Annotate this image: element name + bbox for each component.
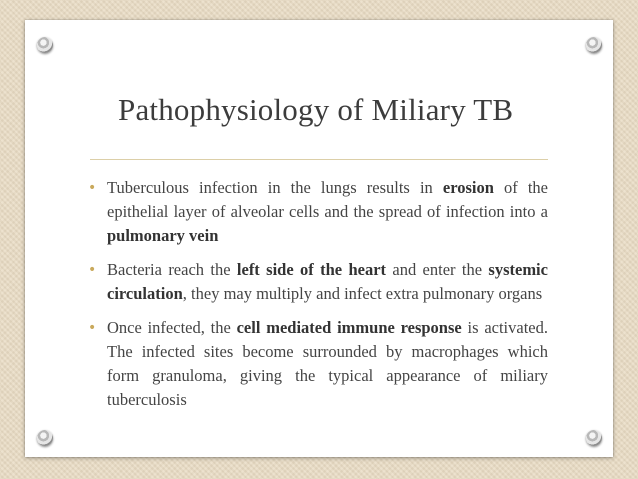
bullet-segment-bold: systemic circulation [107, 260, 548, 303]
bullet-item [88, 176, 548, 248]
bullet-segment: , they may multiply and infect extra pulmonary organs [182, 284, 543, 303]
title-divider [90, 159, 548, 160]
bullet-segment: Tuberculous infection in the lungs results in [107, 178, 443, 197]
bullet-segment: and enter the [386, 260, 489, 279]
bullet-text [107, 260, 548, 303]
pushpin-icon [37, 430, 53, 446]
bullet-segment-bold: pulmonary vein [107, 226, 219, 245]
bullet-segment: Bacteria reach the [107, 260, 237, 279]
bullet-marker: • [88, 320, 97, 336]
bullet-marker: • [88, 262, 97, 278]
bullet-segment: is activated. The infected sites become surrounded by macrophages which form granuloma, giving the typical appearance of miliary tuberculosis [107, 318, 548, 409]
bullet-list [88, 176, 548, 422]
bullet-text [107, 318, 548, 409]
bullet-segment-bold: cell mediated immune response [236, 318, 462, 337]
bullet-item [88, 258, 548, 306]
bullet-segment: Once infected, the [107, 318, 237, 337]
bullet-segment-bold: left side of the heart [236, 260, 387, 279]
bullet-segment-bold: erosion [442, 178, 494, 197]
bullet-marker: • [88, 180, 97, 196]
slide-title: Pathophysiology of Miliary TB [118, 92, 514, 127]
bullet-text [107, 178, 548, 245]
pushpin-icon [37, 37, 53, 53]
bullet-segment: of the epithelial layer of alveolar cells and the spread of infection into a [107, 178, 548, 221]
pushpin-icon [586, 430, 602, 446]
pushpin-icon [586, 37, 602, 53]
bullet-item [88, 316, 548, 412]
